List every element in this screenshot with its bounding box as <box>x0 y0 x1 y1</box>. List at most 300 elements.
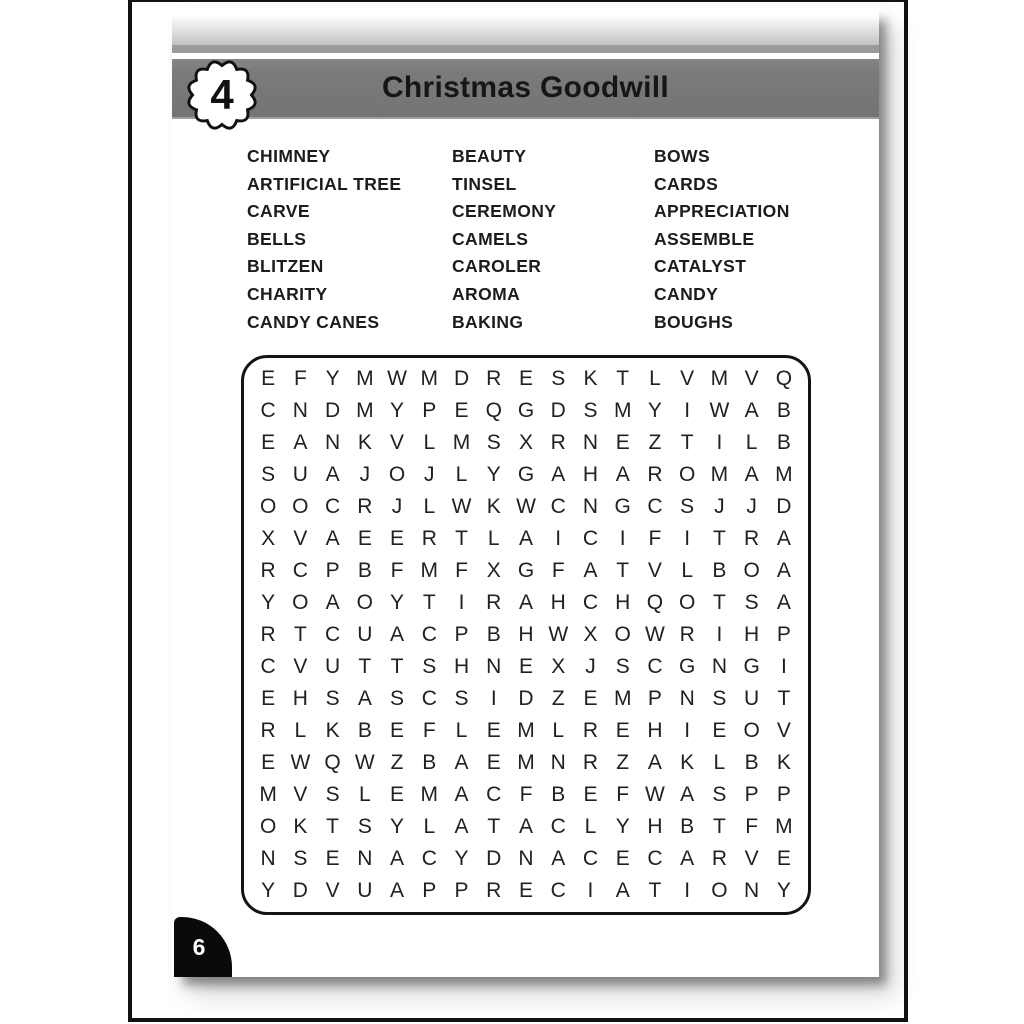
grid-letter: Y <box>454 847 469 870</box>
grid-letter: Q <box>324 751 341 774</box>
grid-letter: H <box>453 655 470 678</box>
grid-letter: R <box>711 847 727 870</box>
grid-letter: S <box>357 815 372 838</box>
grid-letter: S <box>486 431 501 454</box>
grid-letter: M <box>775 815 793 838</box>
grid-letter: P <box>454 623 469 646</box>
grid-letter: U <box>292 463 308 486</box>
grid-letter: S <box>744 591 759 614</box>
grid-letter: H <box>582 463 599 486</box>
grid-letter: S <box>712 687 727 710</box>
grid-letter: A <box>518 591 533 614</box>
grid-letter: I <box>587 879 594 902</box>
grid-letter: M <box>356 367 374 390</box>
grid-letter: U <box>744 687 760 710</box>
grid-letter: Y <box>647 399 662 422</box>
grid-letter: N <box>292 399 308 422</box>
grid-letter: Z <box>616 751 630 774</box>
grid-letter: P <box>422 399 437 422</box>
grid-letter: P <box>647 687 662 710</box>
grid-letter: A <box>357 687 372 710</box>
grid-letter: E <box>776 847 791 870</box>
grid-letter: T <box>712 591 726 614</box>
grid-letter: I <box>684 719 691 742</box>
word-list-item: CARDS <box>654 173 719 194</box>
grid-letter: E <box>261 687 276 710</box>
grid-letter: O <box>711 879 728 902</box>
word-list-item: CAMELS <box>452 228 529 249</box>
grid-letter: E <box>261 751 276 774</box>
grid-letter: K <box>680 751 695 774</box>
header-edge-strip <box>172 45 879 53</box>
grid-letter: P <box>422 879 437 902</box>
title-bar <box>172 59 879 119</box>
grid-letter: F <box>745 815 759 838</box>
grid-letter: V <box>325 879 340 902</box>
grid-letter: L <box>487 527 500 550</box>
grid-letter: O <box>259 495 277 518</box>
grid-letter: C <box>550 495 566 518</box>
grid-letter: A <box>615 463 630 486</box>
page-number: 6 <box>192 933 206 960</box>
grid-letter: M <box>710 463 729 486</box>
grid-letter: P <box>744 783 759 806</box>
grid-letter: I <box>684 399 691 422</box>
grid-letter: A <box>551 847 566 870</box>
grid-letter: W <box>645 783 665 806</box>
grid-letter: E <box>583 783 598 806</box>
grid-letter: M <box>613 687 632 710</box>
word-list-column <box>452 143 654 336</box>
grid-letter: E <box>518 879 533 902</box>
word-list-column <box>247 143 452 336</box>
grid-letter: L <box>455 463 468 486</box>
grid-letter: V <box>293 783 308 806</box>
grid-letter: E <box>615 719 630 742</box>
page-number-tab <box>174 917 232 977</box>
grid-letter: M <box>259 783 277 806</box>
grid-letter: A <box>390 879 405 902</box>
grid-letter: M <box>420 367 439 390</box>
grid-letter: E <box>518 655 533 678</box>
word-list-item: APPRECIATION <box>654 201 790 222</box>
grid-letter: E <box>261 431 276 454</box>
grid-letter: N <box>357 847 373 870</box>
grid-letter: L <box>423 431 436 454</box>
grid-letter: H <box>744 623 760 646</box>
grid-letter: A <box>583 559 598 582</box>
grid-letter: Y <box>390 591 405 614</box>
grid-letter: D <box>486 847 502 870</box>
grid-letter: Y <box>325 367 340 390</box>
grid-letter: D <box>453 367 470 390</box>
grid-letter: Z <box>648 431 662 454</box>
grid-letter: G <box>517 463 535 486</box>
grid-letter: S <box>261 463 276 486</box>
word-list-item: ARTIFICIAL TREE <box>247 173 402 194</box>
grid-letter: J <box>746 495 757 518</box>
grid-letter: O <box>743 559 760 582</box>
grid-letter: I <box>619 527 626 550</box>
grid-letter: C <box>421 847 437 870</box>
grid-letter: B <box>551 783 566 806</box>
grid-letter: A <box>744 399 759 422</box>
grid-letter: V <box>293 655 308 678</box>
grid-letter: X <box>261 527 276 550</box>
grid-letter: Y <box>390 399 405 422</box>
grid-letter: S <box>325 783 340 806</box>
grid-letter: T <box>712 815 726 838</box>
grid-letter: S <box>390 687 405 710</box>
word-list-item: CATALYST <box>654 256 747 277</box>
word-list-item: BOUGHS <box>654 311 734 332</box>
grid-letter: L <box>455 719 468 742</box>
grid-letter: C <box>421 623 437 646</box>
word-list-item: BELLS <box>247 228 307 249</box>
grid-letter: Y <box>261 879 276 902</box>
grid-letter: X <box>518 431 533 454</box>
grid-letter: B <box>422 751 437 774</box>
grid-letter: W <box>548 623 569 646</box>
grid-letter: A <box>325 591 340 614</box>
grid-letter: B <box>357 559 372 582</box>
grid-letter: I <box>780 655 787 678</box>
grid-letter: W <box>387 367 407 390</box>
grid-letter: W <box>354 751 375 774</box>
grid-letter: W <box>290 751 311 774</box>
grid-letter: A <box>325 463 340 486</box>
grid-letter: R <box>582 719 599 742</box>
grid-letter: A <box>390 847 405 870</box>
grid-letter: T <box>293 623 307 646</box>
grid-letter: T <box>616 367 630 390</box>
grid-letter: E <box>390 719 405 742</box>
word-list-item: CAROLER <box>452 256 542 277</box>
grid-letter: S <box>712 783 727 806</box>
word-list <box>247 143 790 336</box>
grid-letter: A <box>615 879 630 902</box>
grid-letter: R <box>260 719 276 742</box>
page-top-shadow <box>172 8 879 45</box>
grid-letter: D <box>325 399 341 422</box>
grid-letter: I <box>490 687 497 710</box>
grid-letter: E <box>390 783 405 806</box>
grid-letter: Y <box>776 879 791 902</box>
grid-letter: R <box>486 591 502 614</box>
grid-letter: U <box>357 879 373 902</box>
grid-letter: R <box>647 463 663 486</box>
grid-letter: N <box>744 879 760 902</box>
grid-letter: C <box>260 399 276 422</box>
word-list-item: TINSEL <box>452 173 517 194</box>
grid-letter: P <box>776 783 791 806</box>
grid-letter: C <box>550 879 566 902</box>
grid-letter: J <box>359 463 371 486</box>
grid-letter: D <box>518 687 534 710</box>
word-list-item: AROMA <box>452 283 521 304</box>
grid-letter: S <box>680 495 695 518</box>
letter-grid <box>241 355 811 915</box>
grid-letter: X <box>551 655 566 678</box>
grid-letter: A <box>454 751 469 774</box>
grid-letter: A <box>776 527 791 550</box>
grid-letter: X <box>486 559 501 582</box>
grid-letter: Z <box>551 687 565 710</box>
grid-letter: D <box>292 879 308 902</box>
grid-letter: N <box>679 687 695 710</box>
grid-letter: Y <box>486 463 501 486</box>
grid-letter: F <box>519 783 533 806</box>
grid-letter: A <box>293 431 308 454</box>
grid-letter: S <box>583 399 598 422</box>
grid-letter: T <box>326 815 339 838</box>
grid-letter: A <box>454 815 469 838</box>
grid-letter: S <box>325 687 340 710</box>
grid-letter: T <box>487 815 501 838</box>
grid-letter: N <box>582 431 599 454</box>
word-list-column <box>654 143 790 336</box>
grid-letter: I <box>458 591 465 614</box>
grid-letter: F <box>551 559 565 582</box>
book-page-frame <box>128 0 908 1022</box>
grid-letter: H <box>647 719 663 742</box>
grid-letter: L <box>713 751 726 774</box>
grid-letter: B <box>486 623 501 646</box>
grid-letter: M <box>420 559 439 582</box>
grid-letter: N <box>518 847 534 870</box>
grid-letter: C <box>421 687 437 710</box>
grid-letter: M <box>517 751 535 774</box>
grid-letter: V <box>680 367 695 390</box>
grid-letter: O <box>356 591 373 614</box>
word-list-item: CEREMONY <box>452 201 557 222</box>
grid-letter: O <box>388 463 406 486</box>
grid-letter: E <box>615 431 630 454</box>
grid-letter: L <box>294 719 307 742</box>
grid-letter: M <box>775 463 793 486</box>
grid-letter: L <box>745 431 758 454</box>
grid-letter: S <box>293 847 308 870</box>
grid-letter: E <box>390 527 405 550</box>
grid-letter: G <box>614 495 631 518</box>
grid-letter: L <box>358 783 371 806</box>
grid-letter: V <box>776 719 791 742</box>
grid-letter: C <box>260 655 276 678</box>
grid-letter: A <box>680 783 695 806</box>
grid-letter: R <box>486 367 502 390</box>
puzzle-title: Christmas Goodwill <box>381 71 670 104</box>
grid-letter: L <box>649 367 661 390</box>
grid-letter: J <box>714 495 725 518</box>
grid-letter: B <box>776 399 791 422</box>
grid-letter: U <box>357 623 373 646</box>
grid-letter: K <box>776 751 791 774</box>
grid-letter: E <box>357 527 372 550</box>
grid-letter: K <box>583 367 598 390</box>
grid-letter: W <box>645 623 665 646</box>
grid-letter: X <box>583 623 598 646</box>
word-list-item: BAKING <box>452 311 524 332</box>
grid-letter: A <box>744 463 759 486</box>
grid-letter: F <box>390 559 404 582</box>
grid-letter: L <box>423 815 436 838</box>
grid-letter: K <box>486 495 501 518</box>
grid-letter: C <box>582 591 599 614</box>
grid-letter: C <box>647 655 663 678</box>
grid-letter: M <box>710 367 729 390</box>
grid-letter: V <box>744 367 759 390</box>
grid-letter: N <box>711 655 727 678</box>
grid-letter: A <box>454 783 469 806</box>
grid-letter: D <box>776 495 792 518</box>
grid-letter: B <box>744 751 759 774</box>
grid-letter: I <box>555 527 562 550</box>
grid-letter: T <box>680 431 694 454</box>
grid-letter: C <box>582 847 599 870</box>
grid-letter: R <box>357 495 373 518</box>
grid-letter: F <box>293 367 307 390</box>
grid-letter: E <box>325 847 340 870</box>
grid-letter: L <box>584 815 597 838</box>
grid-letter: H <box>550 591 566 614</box>
word-list-item: CARVE <box>247 201 310 222</box>
grid-letter: Q <box>485 399 502 422</box>
grid-letter: J <box>391 495 403 518</box>
grid-letter: W <box>709 399 730 422</box>
grid-letter: R <box>550 431 566 454</box>
grid-letter: O <box>678 463 696 486</box>
grid-letter: L <box>552 719 565 742</box>
grid-letter: B <box>776 431 791 454</box>
grid-letter: N <box>582 495 599 518</box>
grid-letter: A <box>551 463 566 486</box>
grid-letter: A <box>776 559 791 582</box>
grid-letter: J <box>585 655 596 678</box>
grid-letter: O <box>743 719 760 742</box>
grid-letter: T <box>422 591 436 614</box>
puzzle-page <box>172 8 879 977</box>
grid-letter: R <box>260 559 276 582</box>
grid-letter: C <box>325 495 341 518</box>
puzzle-number-badge <box>180 53 264 137</box>
grid-letter: B <box>712 559 727 582</box>
grid-letter: D <box>550 399 566 422</box>
grid-letter: A <box>390 623 405 646</box>
grid-letter: M <box>452 431 471 454</box>
grid-letter: C <box>582 527 599 550</box>
grid-letter: S <box>615 655 630 678</box>
grid-letter: A <box>776 591 791 614</box>
grid-letter: A <box>518 527 533 550</box>
grid-letter: B <box>680 815 695 838</box>
grid-letter: J <box>424 463 435 486</box>
grid-letter: C <box>292 559 308 582</box>
grid-letter: C <box>550 815 566 838</box>
grid-letter: N <box>486 655 502 678</box>
grid-letter: N <box>325 431 341 454</box>
grid-letter: S <box>422 655 437 678</box>
grid-letter: V <box>293 527 308 550</box>
grid-letter: R <box>679 623 695 646</box>
grid-letter: U <box>325 655 341 678</box>
grid-letter: V <box>647 559 662 582</box>
grid-letter: L <box>423 495 436 518</box>
grid-letter: E <box>712 719 727 742</box>
grid-letter: K <box>325 719 340 742</box>
grid-letter: M <box>420 783 439 806</box>
grid-letter: M <box>517 719 535 742</box>
grid-letter: T <box>390 655 404 678</box>
grid-letter: E <box>518 367 533 390</box>
grid-letter: A <box>325 527 340 550</box>
grid-letter: F <box>422 719 436 742</box>
grid-letter: S <box>551 367 566 390</box>
word-list-item: BEAUTY <box>452 146 527 166</box>
grid-letter: I <box>684 879 691 902</box>
word-list-item: CANDY CANES <box>247 311 380 332</box>
grid-letter: Q <box>775 367 793 390</box>
grid-letter: R <box>744 527 760 550</box>
grid-letter: K <box>357 431 372 454</box>
grid-letter: C <box>325 623 341 646</box>
grid-letter: H <box>518 623 534 646</box>
grid-letter: T <box>358 655 372 678</box>
grid-letter: E <box>454 399 469 422</box>
grid-letter: Z <box>390 751 404 774</box>
grid-letter: I <box>716 623 723 646</box>
grid-letter: I <box>716 431 723 454</box>
grid-letter: R <box>582 751 599 774</box>
grid-letter: C <box>647 495 663 518</box>
grid-letter: Y <box>261 591 276 614</box>
grid-letter: K <box>293 815 308 838</box>
grid-letter: V <box>390 431 405 454</box>
grid-letter: E <box>486 751 501 774</box>
grid-letter: E <box>486 719 501 742</box>
grid-letter: A <box>518 815 533 838</box>
grid-letter: C <box>647 847 663 870</box>
grid-letter: H <box>647 815 663 838</box>
grid-letter: R <box>421 527 437 550</box>
grid-letter: G <box>743 655 760 678</box>
grid-letter: E <box>261 367 276 390</box>
word-list-item: CHARITY <box>247 283 328 304</box>
grid-letter: F <box>648 527 662 550</box>
grid-letter: T <box>455 527 468 550</box>
grid-letter: G <box>517 399 535 422</box>
grid-letter: P <box>776 623 791 646</box>
word-list-item: ASSEMBLE <box>654 228 755 249</box>
grid-letter: N <box>260 847 276 870</box>
grid-letter: L <box>681 559 693 582</box>
grid-letter: V <box>744 847 759 870</box>
grid-letter: F <box>616 783 630 806</box>
grid-letter: T <box>648 879 662 902</box>
grid-letter: B <box>357 719 372 742</box>
grid-letter: G <box>517 559 535 582</box>
grid-letter: P <box>325 559 340 582</box>
grid-letter: Y <box>615 815 630 838</box>
word-list-item: CHIMNEY <box>247 146 331 166</box>
grid-letter: O <box>259 815 277 838</box>
grid-letter: M <box>613 399 632 422</box>
grid-letter: O <box>614 623 631 646</box>
word-list-item: CANDY <box>654 283 719 304</box>
grid-letter: T <box>712 527 726 550</box>
grid-letter: C <box>486 783 502 806</box>
grid-letter: N <box>550 751 566 774</box>
grid-letter: I <box>684 527 691 550</box>
